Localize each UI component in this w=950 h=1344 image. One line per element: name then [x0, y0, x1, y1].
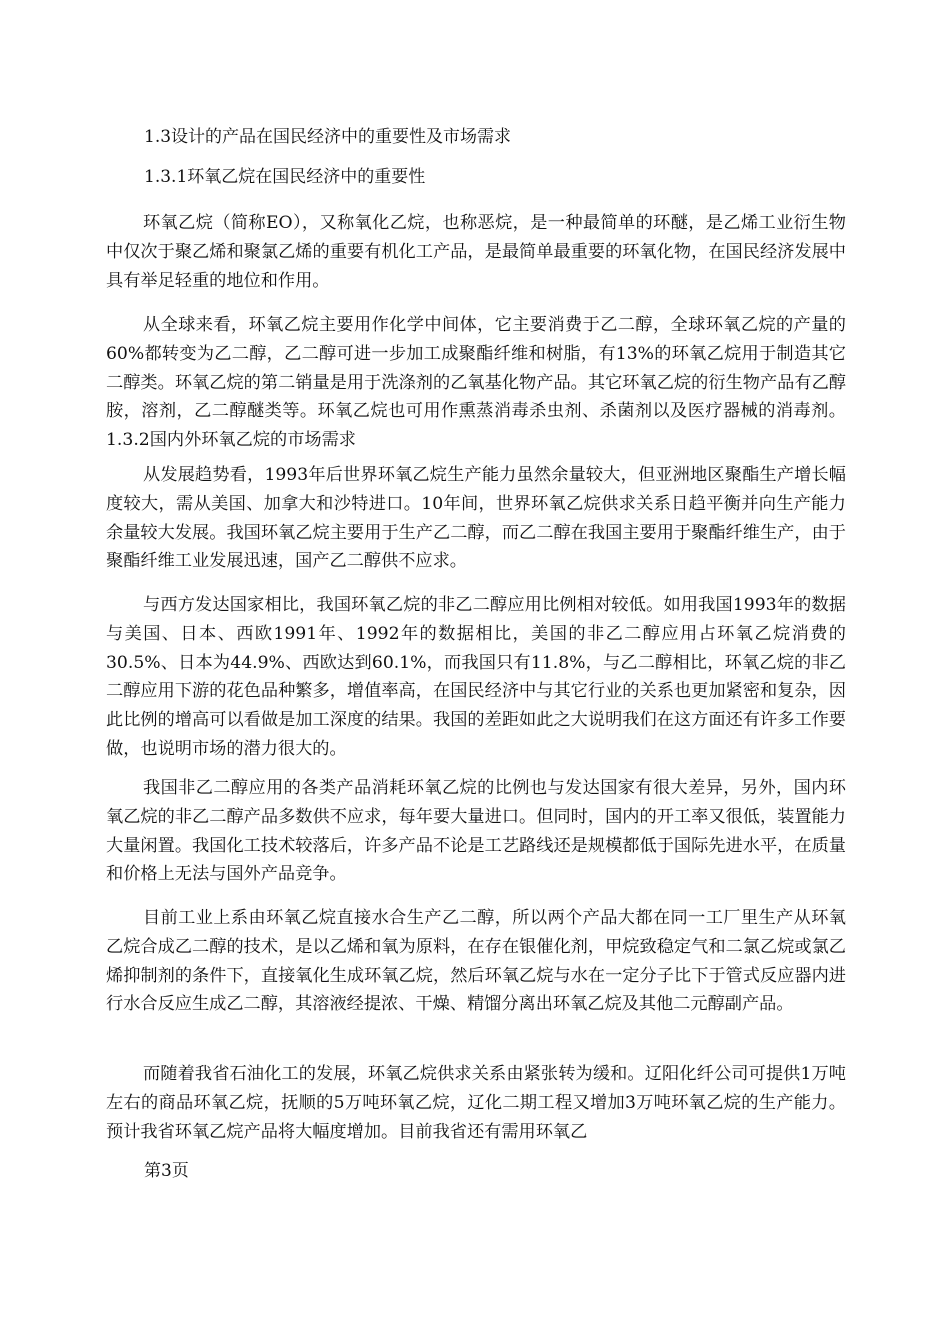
paragraph-5: 我国非乙二醇应用的各类产品消耗环氧乙烷的比例也与发达国家有很大差异，另外，国内环氧乙烷的非乙二醇产品多数供不应求，每年要大量进口。但同时，国内的开工率又很低，装置能力大量闲置。我国化工技术较落后，许多产品不论是工艺路线还是规模都低于国际先进水平，在质量和价格上无法与国外产品竞争。: [106, 778, 846, 885]
paragraph-6: 目前工业上系由环氧乙烷直接水合生产乙二醇，所以两个产品大都在同一工厂里生产从环氧乙烷合成乙二醇的技术，是以乙烯和氧为原料，在存在银催化剂，甲烷致稳定气和二氯乙烷或氯乙烯抑制剂的条件下，直接氧化生成环氧乙烷，然后环氧乙烷与水在一定分子比下于管式反应器内进行水合反应生成乙二醇，其溶液经提浓、干燥、精馏分离出环氧乙烷及其他二元醇副产品。: [106, 908, 846, 1015]
section-heading-1-3-1: 1.3.1环氧乙烷在国民经济中的重要性: [144, 167, 426, 187]
paragraph-4: 与西方发达国家相比，我国环氧乙烷的非乙二醇应用比例相对较低。如用我国1993年的数据与美国、日本、西欧1991年、1992年的数据相比，美国的非乙二醇应用占环氧乙烷消费的30.5%、日本为44.9%、西欧达到60.1%，而我国只有11.8%，与乙二醇相比，环氧乙烷的非乙二醇应用下游的花色品种繁多，增值率高，在国民经济中与其它行业的关系也更加紧密和复杂，因此比例的增高可以看做是加工深度的结果。我国的差距如此之大说明我们在这方面还有许多工作要做，也说明市场的潜力很大的。: [106, 595, 846, 759]
paragraph-1: 环氧乙烷（简称EO），又称氧化乙烷，也称恶烷，是一种最简单的环醚，是乙烯工业衍生物中仅次于聚乙烯和聚氯乙烯的重要有机化工产品，是最简单最重要的环氧化物，在国民经济发展中具有举足轻重的地位和作用。: [106, 213, 846, 291]
page-number: 第3页: [144, 1161, 189, 1181]
paragraph-2: 从全球来看，环氧乙烷主要用作化学中间体，它主要消费于乙二醇，全球环氧乙烷的产量的60%都转变为乙二醇，乙二醇可进一步加工成聚酯纤维和树脂，有13%的环氧乙烷用于制造其它二醇类。环氧乙烷的第二销量是用于洗涤剂的乙氧基化物产品。其它环氧乙烷的衍生物产品有乙醇胺，溶剂，乙二醇醚类等。环氧乙烷也可用作熏蒸消毒杀虫剂、杀菌剂以及医疗器械的消毒剂。1.3.2国内外环氧乙烷的市场需求: [106, 315, 846, 451]
paragraph-3: 从发展趋势看，1993年后世界环氧乙烷生产能力虽然余量较大，但亚洲地区聚酯生产增长幅度较大，需从美国、加拿大和沙特进口。10年间，世界环氧乙烷供求关系日趋平衡并向生产能力余量较大发展。我国环氧乙烷主要用于生产乙二醇，而乙二醇在我国主要用于聚酯纤维生产，由于聚酯纤维工业发展迅速，国产乙二醇供不应求。: [106, 465, 846, 572]
paragraph-7: 而随着我省石油化工的发展，环氧乙烷供求关系由紧张转为缓和。辽阳化纤公司可提供1万吨左右的商品环氧乙烷，抚顺的5万吨环氧乙烷，辽化二期工程又增加3万吨环氧乙烷的生产能力。预计我省环氧乙烷产品将大幅度增加。目前我省还有需用环氧乙: [106, 1064, 846, 1142]
section-heading-1-3: 1.3设计的产品在国民经济中的重要性及市场需求: [144, 127, 512, 147]
